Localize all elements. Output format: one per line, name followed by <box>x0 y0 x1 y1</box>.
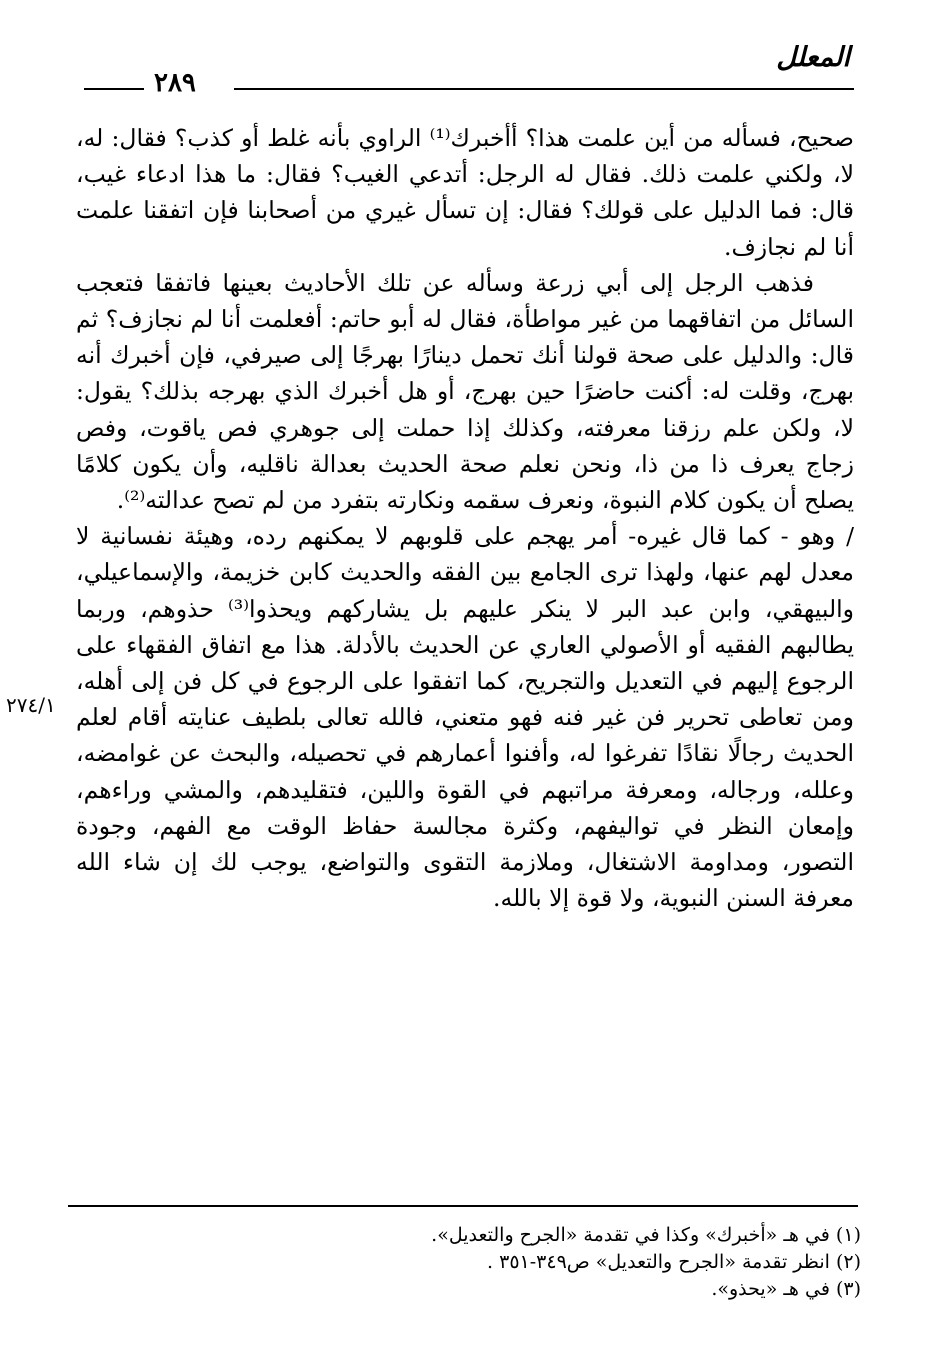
footnote-divider <box>68 1205 858 1207</box>
paragraph-2: فذهب الرجل إلى أبي زرعة وسأله عن تلك الأحاديث بعينها فاتفقا فتعجب السائل من اتفاقهما من غير مواطأة، فقال له أبو حاتم: أفعلمت أنا لم نجازف؟ ثم قال: والدليل على صحة قولنا أنك تحمل دينارًا بهرجًا إلى صيرفي، فإن أخبرك أنه بهرج، وقلت له: أكنت حاضرًا حين بهرج، أو هل أخبرك الذي بهرجه بذلك؟ يقول: لا، ولكن علم رزقنا معرفته، وكذلك إذا حملت إلى جوهري فص ياقوت، وفص زجاج يعرف ذا من ذا، ونحن نعلم صحة الحديث بعدالة ناقليه، وأن يكون كلامًا يصلح أن يكون كلام النبوة، ونعرف سقمه ونكارته بتفرد من لم تصح عدالته⁽²⁾. <box>76 268 854 515</box>
running-title: المعلل <box>776 42 850 73</box>
main-text <box>76 120 854 916</box>
page-number: ٢٨٩ <box>154 68 196 98</box>
footnote-3: (٣) في هـ «يحذو». <box>711 1278 861 1300</box>
page-header <box>84 38 854 98</box>
header-rule-left <box>84 88 144 90</box>
paragraph-3: / وهو - كما قال غيره- أمر يهجم على قلوبهم لا يمكنهم رده، وهيئة نفسانية لا معدل لهم عنها، ولهذا ترى الجامع بين الفقه والحديث كابن خزيمة، والإسماعيلي، والبيهقي، وابن عبد البر لا ينكر عليهم بل يشاركهم ويحذوا⁽³⁾ حذوهم، وربما يطالبهم الفقيه أو الأصولي العاري عن الحديث بالأدلة. هذا مع اتفاق الفقهاء على الرجوع إليهم في التعديل والتجريح، كما اتفقوا على الرجوع في كل فن إلى أهله، ومن تعاطى تحرير فن غير فنه فهو متعني، فالله تعالى بلطيف عنايته أقام لعلم الحديث رجالًا نقادًا تفرغوا له، وأفنوا أعمارهم في تحصيله، والبحث عن غوامضه، وعلله، ورجاله، ومعرفة مراتبهم في القوة واللين، فتقليدهم، والمشي وراءهم، وإمعان النظر في تواليفهم، وكثرة مجالسة حفاظ الوقت مع الفهم، وجودة التصور، ومداومة الاشتغال، وملازمة التقوى والتواضع، يوجب لك إن شاء الله معرفة السنن النبوية، ولا قوة إلا بالله. <box>76 522 854 913</box>
header-rule-right <box>234 88 854 90</box>
margin-reference: ٢٧٤/١ <box>6 693 56 717</box>
footnote-1: (١) في هـ «أخبرك» وكذا في تقدمة «الجرح والتعديل». <box>431 1224 861 1246</box>
paragraph-1: صحيح، فسأله من أين علمت هذا؟ أأخبرك⁽¹⁾ الراوي بأنه غلط أو كذب؟ فقال: له، لا، ولكني علمت ذلك. فقال له الرجل: أتدعي الغيب؟ فقال: ما هذا ادعاء غيب، قال: فما الدليل على قولك؟ فقال: إن تسأل غيري من أصحابنا فإن اتفقنا علمت أنا لم نجازف. <box>76 124 854 261</box>
footnote-2: (٢) انظر تقدمة «الجرح والتعديل» ص٣٤٩-٣٥١ . <box>487 1251 861 1273</box>
footnotes <box>71 1222 861 1303</box>
